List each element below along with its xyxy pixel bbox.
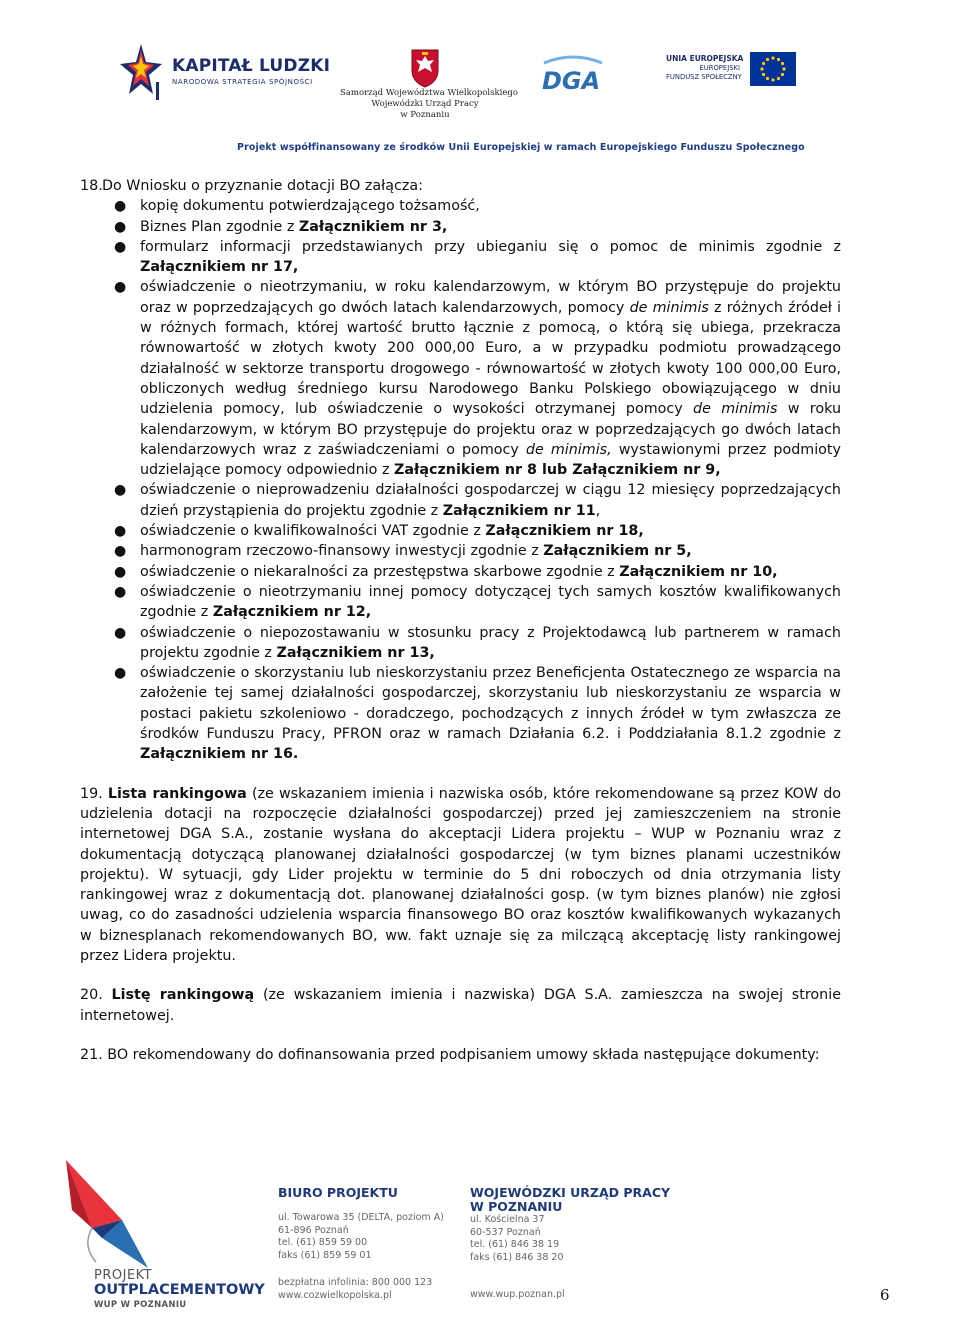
infolinia-block <box>278 1276 432 1302</box>
list-item: ● Biznes Plan zgodnie z Załącznikiem nr 3, <box>80 217 841 237</box>
bullet-icon: ● <box>114 523 127 540</box>
eu-flag-icon <box>750 52 796 86</box>
attachments-list <box>80 196 841 764</box>
biuro-phone: tel. (61) 859 59 00 <box>278 1237 368 1248</box>
ue-line1: UNIA EUROPEJSKA <box>666 54 744 63</box>
cozwielkopolska-link[interactable]: www.cozwielkopolska.pl <box>278 1290 392 1301</box>
section-20: 20. Listę rankingową (ze wskazaniem imienia i nazwiska) DGA S.A. zamieszcza na swojej stronie internetowej. <box>80 987 842 1024</box>
paper-bird-icon <box>62 1150 152 1270</box>
list-item: ● harmonogram rzeczowo-finansowy inwestycji zgodnie z Załącznikiem nr 5, <box>80 541 841 561</box>
infolinia: bezpłatna infolinia: 800 000 123 <box>278 1277 433 1288</box>
biuro-title: BIURO PROJEKTU <box>278 1185 398 1200</box>
list-item: ● oświadczenie o niekaralności za przestępstwa skarbowe zgodnie z Załącznikiem nr 10, <box>80 562 841 582</box>
wup-fax: faks (61) 846 38 20 <box>470 1251 564 1263</box>
list-item: ● oświadczenie o nieotrzymaniu, w roku kalendarzowym, w którym BO przystępuje do projektu oraz w poprzedzających go dwóch latach kalendarzowych, pomocy de minimis z różnych źródeł i w różnych formach, której wartość brutto łącznie z pomocą, o którą się ubiega, przekracza równowartość w złotych kwoty 200 000,00 Euro, a w przypadku podmiotu prowadzącego działalność w sektorze transportu drogowego - równowartość w złotych kwoty 100 000,00 Euro, obliczonych według średniego kursu Narodowego Banku Polskiego obowiązującego w dniu udzielenia pomocy, lub oświadczenie o wysokości otrzymanej pomocy de minimis w roku kalendarzowym, w którym BO przystępuje do projektu oraz w poprzedzających go dwóch latach kalendarzowych wraz z zaświadczeniami o pomocy de minimis, wystawionymi przez podmioty udzielające pomocy odpowiednio z Załącznikiem nr 8 lub Załącznikiem nr 9, <box>114 279 842 479</box>
dga-text: DGA <box>542 67 601 95</box>
ue-line2: EUROPEJSKI <box>699 64 740 72</box>
biuro-address1: ul. Towarowa 35 (DELTA, poziom A) <box>278 1212 444 1223</box>
bullet-icon: ● <box>114 543 127 560</box>
bullet-icon: ● <box>114 218 127 235</box>
list-item: ● oświadczenie o kwalifikowalności VAT zgodnie z Załącznikiem nr 18, <box>80 521 841 541</box>
wup-address2: 60-537 Poznań <box>470 1226 541 1238</box>
list-item: ● oświadczenie o nieprowadzeniu działalności gospodarczej w ciągu 12 miesięcy poprzedzających dzień przystąpienia do projektu zgodnie z Załącznikiem nr 11, <box>114 482 841 519</box>
wup-address1: ul. Kościelna 37 <box>470 1214 545 1225</box>
bullet-icon: ● <box>114 563 127 580</box>
section-number: 18. <box>80 178 103 194</box>
samorzad-line1: Samorząd Województwa Wielkopolskiego <box>340 88 518 98</box>
samorzad-logo <box>340 48 518 128</box>
kapital-ludzki-subtitle: NARODOWA STRATEGIA SPÓJNOŚCI <box>172 78 313 86</box>
projekt-outplacementowy-logo <box>62 1150 265 1315</box>
bullet-icon: ● <box>114 279 127 296</box>
section-18-intro: 18.Do Wniosku o przyznanie dotacji BO załącza: <box>80 176 841 196</box>
lista-rankingowa-term: Lista rankingowa <box>107 785 247 802</box>
cofinancing-note: Projekt współfinansowany ze środków Unii Europejskiej w ramach Europejskiego Funduszu Społecznego <box>237 142 805 153</box>
list-item: ● kopię dokumentu potwierdzającego tożsamość, <box>80 196 841 216</box>
section-number: 20. <box>80 987 103 1004</box>
kapital-ludzki-logo <box>120 42 331 100</box>
wup-title1: WOJEWÓDZKI URZĄD PRACY <box>470 1185 671 1200</box>
po-line3: WUP W POZNANIU <box>94 1300 187 1310</box>
bullet-icon: ● <box>114 482 127 499</box>
liste-rankingowa-term: Listę rankingową <box>111 987 255 1004</box>
samorzad-line2: Wojewódzki Urząd Pracy <box>371 99 479 109</box>
bullet-icon: ● <box>114 624 127 641</box>
document-body <box>80 176 841 1065</box>
eagle-shield-icon <box>410 48 440 88</box>
list-item: ● formularz informacji przedstawianych przy ubieganiu się o pomoc de minimis zgodnie z Załącznikiem nr 17, <box>114 238 841 276</box>
po-line1: PROJEKT <box>94 1268 153 1283</box>
section-19: 19. Lista rankingowa (ze wskazaniem imienia i nazwiska osób, które rekomendowane są przez KOW do udzielenia dotacji na rozpoczęcie działalności gospodarczej) przed jej zamieszczeniem na stronie internetowej DGA S.A., zostanie wysłana do akceptacji Lidera projektu – WUP w Poznaniu wraz z dokumentacją dotyczącą planowanej działalności gospodarczej (w tym biznes planami uczestników projektu). W sytuacji, gdy Lider projektu w terminie do 5 dni roboczych od dnia otrzymania listy rankingowej wraz z dokumentacją dot. planowanej działalności gosp. (w tym biznes planów) nie zgłosi uwag, co do zasadności udzielenia wsparcia finansowego BO oraz kosztów kwalifikowanych wykazanych w biznesplanach rekomendowanych BO, ww. fakt uznaje się za milczącą akceptację listy rankingowej przez Lidera projektu. <box>80 785 842 964</box>
wup-link[interactable]: www.wup.poznan.pl <box>470 1289 565 1300</box>
bullet-icon: ● <box>114 665 127 682</box>
section-number: 21. <box>80 1046 103 1063</box>
wup-block <box>470 1186 670 1264</box>
page-number: 6 <box>880 1286 890 1304</box>
bullet-icon: ● <box>114 238 127 255</box>
bullet-icon: ● <box>114 198 127 215</box>
list-item: ● oświadczenie o skorzystaniu lub nieskorzystaniu przez Beneficjenta Ostatecznego ze wsparcia na założenie tej samej działalności gospodarczej, skorzystaniu lub nieskorzystaniu ze wsparcia w postaci pakietu szkoleniowo - doradczego, pochodzących z innych źródeł w tym zwłaszcza ze środków Funduszu Pracy, PFRON oraz w ramach Działania 6.2. i Poddziałania 8.1.2 zgodnie z Załącznikiem nr 16. <box>114 665 841 763</box>
kapital-ludzki-star-icon <box>120 42 162 100</box>
list-item: ● oświadczenie o niepozostawaniu w stosunku pracy z Projektodawcą lub partnerem w ramach projektu zgodnie z Załącznikiem nr 13, <box>114 624 841 661</box>
dga-logo <box>538 55 608 95</box>
biuro-projektu-block <box>278 1186 444 1262</box>
eu-efs-logo <box>666 52 806 98</box>
biuro-address2: 61-896 Poznań <box>278 1224 349 1236</box>
section-number: 19. <box>80 785 103 802</box>
bullet-icon: ● <box>114 583 127 600</box>
wup-title2: W POZNANIU <box>470 1199 563 1214</box>
kapital-ludzki-title: KAPITAŁ LUDZKI <box>172 56 331 76</box>
biuro-fax: faks (61) 859 59 01 <box>278 1249 372 1261</box>
ue-line3: FUNDUSZ SPOŁECZNY <box>666 73 742 81</box>
samorzad-line3: w Poznaniu <box>400 110 450 120</box>
list-item: ● oświadczenie o nieotrzymaniu innej pomocy dotyczącej tych samych kosztów kwalifikowanych zgodnie z Załącznikiem nr 12, <box>114 583 841 621</box>
wup-phone: tel. (61) 846 38 19 <box>470 1239 560 1250</box>
section-21: 21. BO rekomendowany do dofinansowania przed podpisaniem umowy składa następujące dokumenty: <box>80 1046 820 1063</box>
po-line2: OUTPLACEMENTOWY <box>94 1282 265 1298</box>
